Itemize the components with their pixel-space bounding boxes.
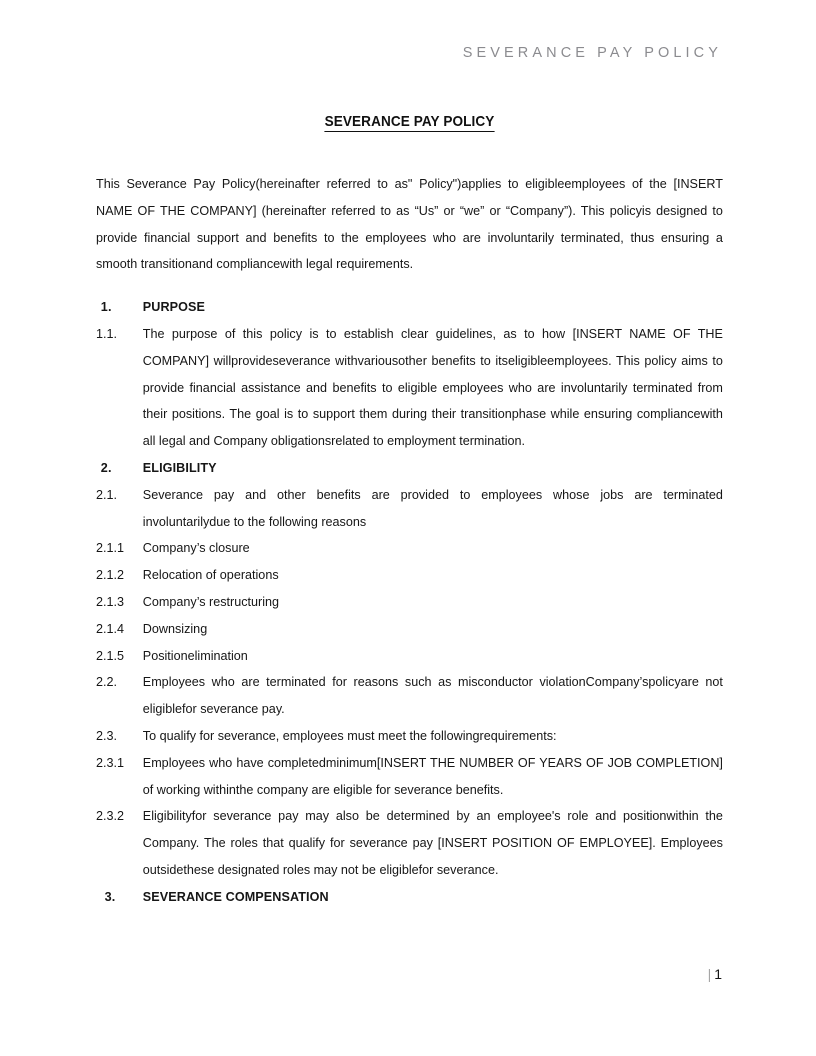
clause-number-2-1-2: 2.1.2 <box>96 567 125 583</box>
section-number-2: 2. <box>100 459 112 475</box>
clause-text-2-3: To qualify for severance, employees must meet the followingrequirements: <box>142 727 557 743</box>
section-heading-2 <box>96 455 723 482</box>
clause-number-2-2: 2.2. <box>96 674 118 690</box>
section-title-3: SEVERANCE COMPENSATION <box>142 888 329 904</box>
clause-number-2-1-5: 2.1.5 <box>96 647 125 663</box>
clause-number-2-3: 2.3. <box>96 727 118 743</box>
document-running-header <box>96 44 722 62</box>
clause-text-2-1-3: Company’s restructuring <box>142 593 280 609</box>
clause-2-3 <box>96 723 723 750</box>
running-header-text: SEVERANCE PAY POLICY <box>462 45 722 61</box>
clause-text-2-2: Employees who are terminated for reasons such as misconductor violationCompany’spolicyare not eligiblefor severance pay. <box>142 674 723 717</box>
clause-1-1 <box>96 321 723 455</box>
clause-2-1-2 <box>96 562 723 589</box>
clause-2-1-4 <box>96 616 723 643</box>
document-footer <box>96 966 722 982</box>
clause-text-2-1-1: Company’s closure <box>142 540 250 556</box>
document-body <box>96 104 723 911</box>
clause-text-1-1: The purpose of this policy is to establish clear guidelines, as to how [INSERT NAME OF THE COMPANY] willprovideseverance withvariousother benefits to itseligibleemployees. This policy aims to provide financial assistance and benefits to eligible employees who are involuntarily terminated from their positions. The goal is to support them during their transitionphase while ensuring compliancewith all legal and Company obligationsrelated to employment termination. <box>142 325 723 449</box>
section-number-1: 1. <box>100 299 112 315</box>
document-title-text: SEVERANCE PAY POLICY <box>324 114 495 130</box>
clause-2-3-2 <box>96 803 723 883</box>
clause-2-1-1 <box>96 535 723 562</box>
clause-2-2 <box>96 669 723 723</box>
clause-text-2-1-4: Downsizing <box>142 620 208 636</box>
clause-number-2-1-3: 2.1.3 <box>96 593 125 609</box>
section-heading-3 <box>96 884 723 911</box>
clause-number-2-1-1: 2.1.1 <box>96 540 125 556</box>
clause-number-1-1: 1.1. <box>96 325 118 341</box>
clause-text-2-3-1: Employees who have completedminimum[INSERT THE NUMBER OF YEARS OF JOB COMPLETION] of working withinthe company are eligible for severance benefits. <box>142 754 723 797</box>
clause-2-3-1 <box>96 750 723 804</box>
clause-text-2-3-2: Eligibilityfor severance pay may also be determined by an employee's role and positionwithin the Company. The roles that qualify for severance pay [INSERT POSITION OF EMPLOYEE]. Employees outsidethese designated roles may not be eligiblefor severance. <box>142 808 723 877</box>
footer-page-number: 1 <box>714 966 722 982</box>
section-heading-1 <box>96 294 723 321</box>
clause-number-2-1-4: 2.1.4 <box>96 620 125 636</box>
clause-2-1 <box>96 482 723 536</box>
clause-number-2-3-1: 2.3.1 <box>96 754 125 770</box>
section-title-1: PURPOSE <box>142 299 206 315</box>
intro-paragraph: This Severance Pay Policy(hereinafter referred to as" Policy")applies to eligibleemployees of the [INSERT NAME OF THE COMPANY] (hereinafter referred to as “Us” or “we” or “Company”). This policyis designed to provide financial support and benefits to the employees who are involuntarily terminated, thus ensuring a smooth transitionand compliancewith legal requirements. <box>96 176 723 272</box>
clause-number-2-1: 2.1. <box>96 486 118 502</box>
clause-text-2-1-2: Relocation of operations <box>142 567 279 583</box>
document-title <box>118 114 701 130</box>
clause-text-2-1-5: Positionelimination <box>142 647 248 663</box>
section-title-2: ELIGIBILITY <box>142 459 217 475</box>
footer-separator: | <box>707 966 712 982</box>
clause-text-2-1: Severance pay and other benefits are provided to employees whose jobs are terminated involuntarilydue to the following reasons <box>142 486 723 529</box>
clause-2-1-5 <box>96 643 723 670</box>
clause-2-1-3 <box>96 589 723 616</box>
clause-number-2-3-2: 2.3.2 <box>96 808 125 824</box>
section-number-3: 3. <box>104 888 116 904</box>
